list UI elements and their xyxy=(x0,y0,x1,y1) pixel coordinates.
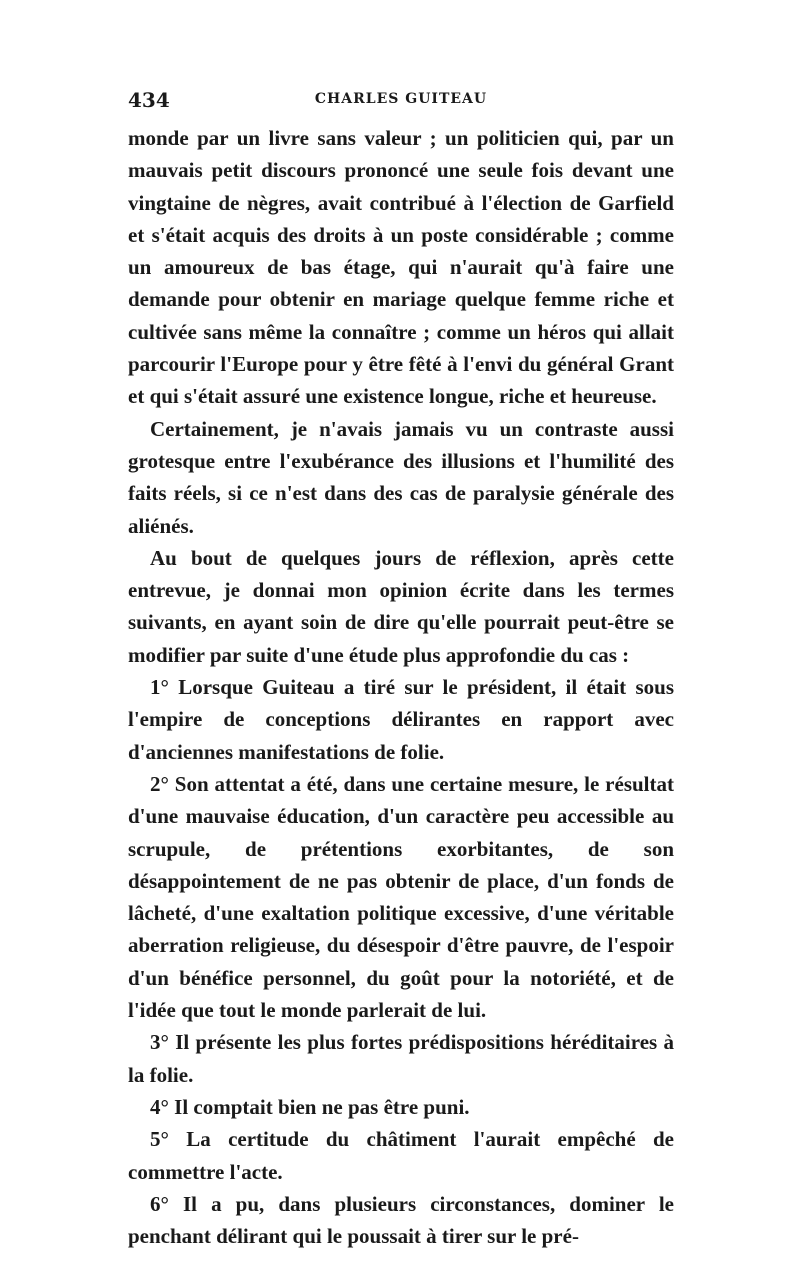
numbered-item: 6° Il a pu, dans plusieurs circonstances, dominer le penchant délirant qui le poussait à tirer sur le pré- xyxy=(128,1191,674,1249)
paragraph: Au bout de quelques jours de réflexion, après cette entrevue, je donnai mon opinion écrite dans les termes suivants, en ayant soin de dire qu'elle pourrait peut-être se modifier par suite d'une étude plus approfondie du cas : xyxy=(128,545,674,667)
page-number: 434 xyxy=(128,88,170,112)
numbered-item: 4° Il comptait bien ne pas être puni. xyxy=(150,1094,470,1119)
numbered-item: 3° Il présente les plus fortes prédispositions héréditaires à la folie. xyxy=(128,1030,674,1087)
page-header xyxy=(128,88,674,118)
paragraph: Certainement, je n'avais jamais vu un contraste aussi grotesque entre l'exubérance des illusions et l'humilité des faits réels, si ce n'est dans des cas de paralysie générale des aliénés. xyxy=(128,416,674,538)
numbered-item: 2° Son attentat a été, dans une certaine mesure, le résultat d'une mauvaise éducation, d'un caractère peu accessible au scrupule, de prétentions exorbitantes, de son désappointement de ne pas obtenir de place, d'un fonds de lâcheté, d'une exaltation politique excessive, d'une véritable aberration religieuse, du désespoir d'être pauvre, de l'espoir d'un bénéfice personnel, du goût pour la notoriété, et de l'idée que tout le monde parlerait de lui. xyxy=(128,771,674,1023)
running-head: CHARLES GUITEAU xyxy=(314,91,488,107)
numbered-item: 1° Lorsque Guiteau a tiré sur le président, il était sous l'empire de conceptions délirantes en rapport avec d'anciennes manifestations de folie. xyxy=(128,675,674,764)
paragraph-continuation: monde par un livre sans valeur ; un politicien qui, par un mauvais petit discours prononcé une seule fois devant une vingtaine de nègres, avait contribué à l'élection de Garfield et s'était acquis des droits à un poste considérable ; comme un amoureux de bas étage, qui n'aurait qu'à faire une demande pour obtenir en mariage quelque femme riche et cultivée sans même la connaître ; comme un héros qui allait parcourir l'Europe pour y être fêté à l'envi du général Grant et qui s'était assuré une existence longue, riche et heureuse. xyxy=(128,126,674,409)
numbered-item: 5° La certitude du châtiment l'aurait empêché de commettre l'acte. xyxy=(128,1127,674,1184)
body-text xyxy=(128,122,674,1252)
